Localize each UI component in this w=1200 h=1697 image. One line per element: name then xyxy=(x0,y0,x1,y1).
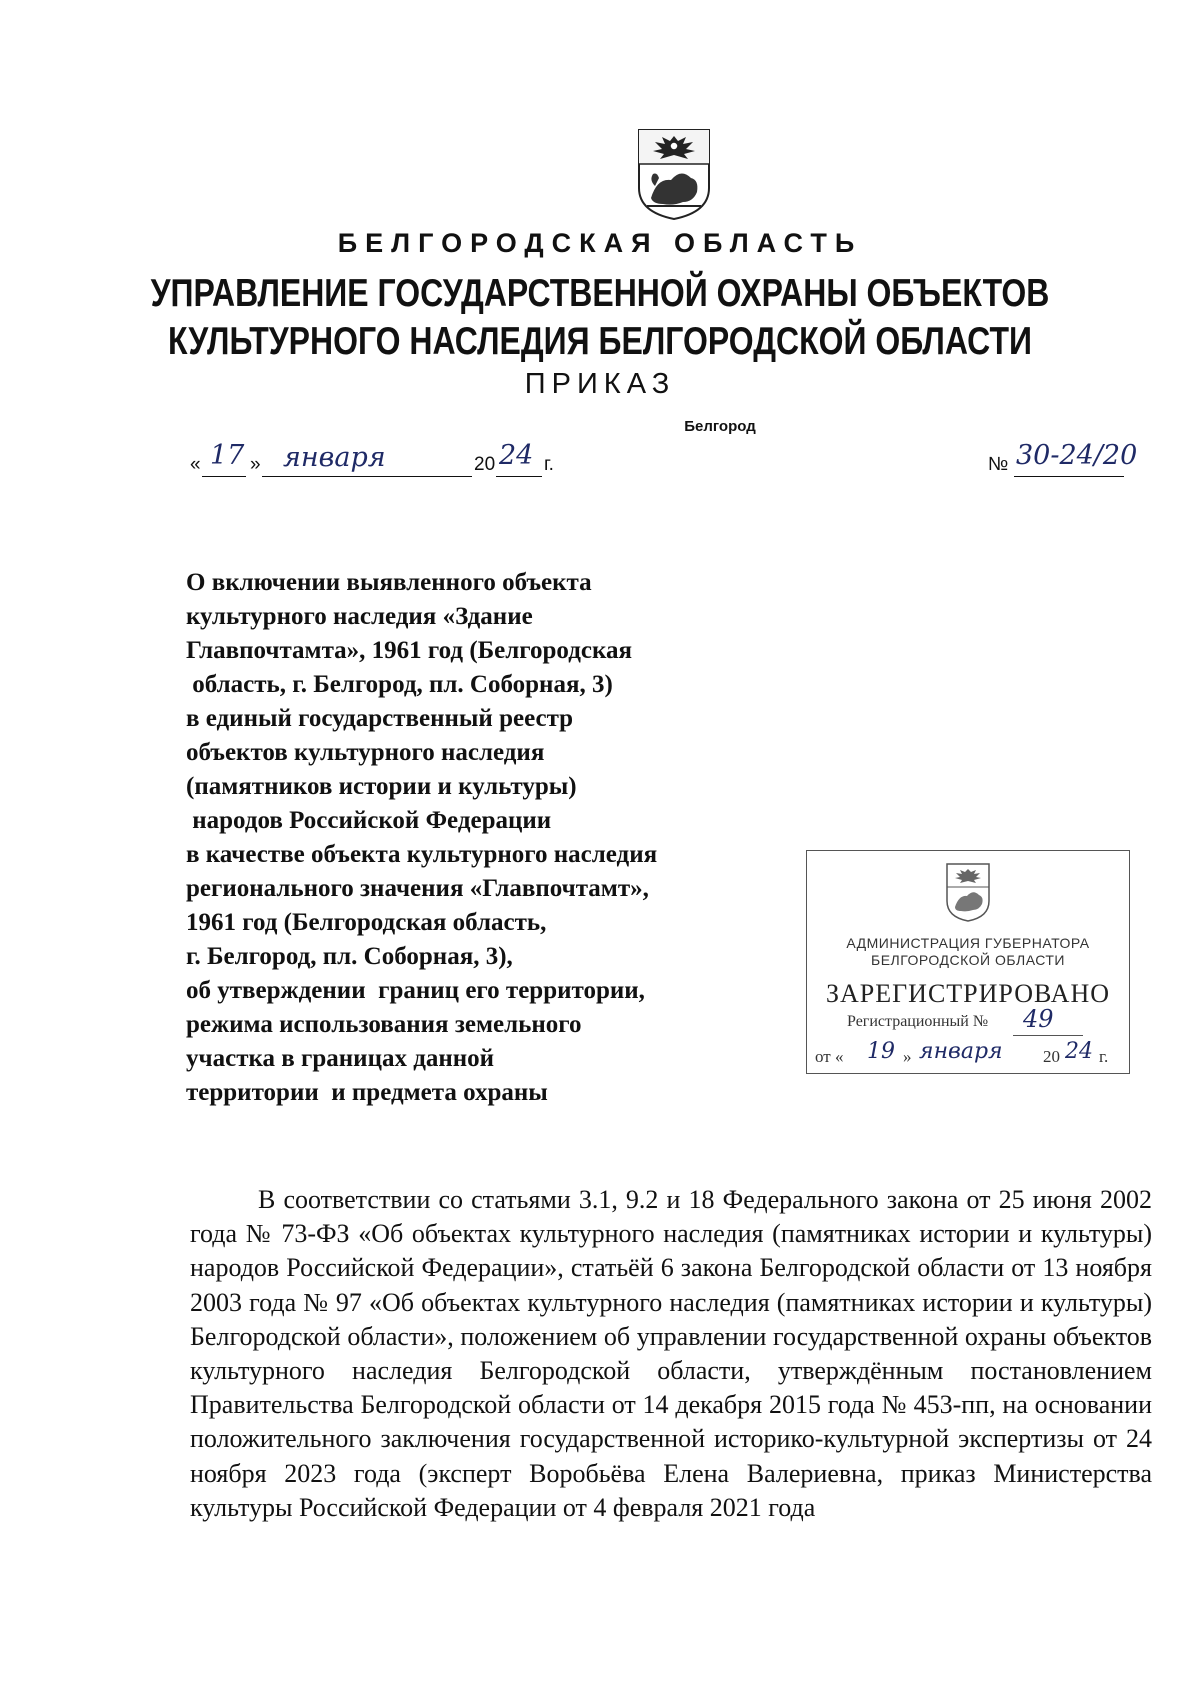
order-body xyxy=(190,1183,1152,1525)
subject-line: О включении выявленного объекта xyxy=(186,569,592,596)
number-sign: № xyxy=(988,454,1009,475)
document-type-heading: ПРИКАЗ xyxy=(524,368,676,400)
order-number-underline xyxy=(1014,476,1124,477)
subject-line: режима использования земельного xyxy=(186,1011,582,1038)
date-month-handwritten: января xyxy=(283,442,386,473)
stamp-date-prefix: от « xyxy=(815,1047,844,1066)
stamp-date xyxy=(815,1041,1135,1071)
coat-of-arms-icon xyxy=(635,126,713,222)
subject-line: участка в границах данной xyxy=(186,1045,495,1072)
subject-line: в качестве объекта культурного наследия xyxy=(186,841,658,868)
subject-line: (памятников истории и культуры) xyxy=(186,773,577,800)
stamp-year-handwritten: 24 xyxy=(1065,1039,1093,1064)
stamp-day-handwritten: 19 xyxy=(867,1039,895,1064)
subject-line: Главпочтамта», 1961 год (Белгородская xyxy=(186,637,633,664)
subject-line: территории и предмета охраны xyxy=(186,1079,548,1106)
subject-line: культурного наследия «Здание xyxy=(186,603,533,630)
subject-line: об утверждении границ его территории, xyxy=(186,977,645,1004)
date-quote-close: » xyxy=(250,454,261,475)
stamp-number-underline xyxy=(1013,1035,1083,1036)
stamp-org-line-1: АДМИНИСТРАЦИЯ ГУБЕРНАТОРА xyxy=(846,935,1090,951)
subject-line: область, г. Белгород, пл. Соборная, 3) xyxy=(186,671,613,698)
subject-line: объектов культурного наследия xyxy=(186,739,545,766)
stamp-number-handwritten: 49 xyxy=(1023,1005,1054,1033)
stamp-year-mark: г. xyxy=(1099,1047,1109,1066)
body-paragraph: В соответствии со статьями 3.1, 9.2 и 18 Федерального закона от 25 июня 2002 года № 73-ФЗ «Об объектах культурного наследия (памятниках истории и культуры) народов Российской Федерации», статьёй 6 закона Белгородской области от 13 ноября 2003 года № 97 «Об объектах культурного наследия (памятниках истории и культуры) Белгородской области», положением об управлении государственной охраны объектов культурного наследия Белгородской области, утверждённым постановлением Правительства Белгородской области от 14 декабря 2015 года № 453-пп, на основании положительного заключения государственной историко-культурной экспертизы от 24 ноября 2023 года (эксперт Воробьёва Елена Валериевна, приказ Министерства культуры Российской Федерации от 4 февраля 2021 года xyxy=(190,1185,1152,1522)
date-year-handwritten: 24 xyxy=(499,440,534,471)
department-title-line-2: КУЛЬТУРНОГО НАСЛЕДИЯ БЕЛГОРОДСКОЙ ОБЛАСТИ xyxy=(168,320,1032,363)
date-year-underline xyxy=(496,476,542,477)
date-year-mark: г. xyxy=(544,454,554,475)
order-number-handwritten: 30-24/20 xyxy=(1016,440,1138,471)
order-subject xyxy=(186,566,746,1110)
order-number xyxy=(988,440,1188,480)
date-year-prefix: 20 xyxy=(474,454,496,475)
registration-stamp xyxy=(806,850,1130,1074)
date-day-handwritten: 17 xyxy=(210,440,245,471)
subject-line: 1961 год (Белгородская область, xyxy=(186,909,547,936)
subject-line: в единый государственный реестр xyxy=(186,705,574,732)
department-title-line-1: УПРАВЛЕНИЕ ГОСУДАРСТВЕННОЙ ОХРАНЫ ОБЪЕКТОВ xyxy=(150,272,1050,315)
subject-line: регионального значения «Главпочтамт», xyxy=(186,875,649,902)
stamp-coat-of-arms-icon xyxy=(944,861,992,923)
stamp-year-prefix: 20 xyxy=(1043,1047,1060,1066)
coat-of-arms-emblem xyxy=(635,126,713,222)
region-heading: БЕЛГОРОДСКАЯ ОБЛАСТЬ xyxy=(337,228,863,258)
stamp-month-handwritten: января xyxy=(919,1039,1003,1064)
subject-line: г. Белгород, пл. Соборная, 3), xyxy=(186,943,513,970)
stamp-org-line-2: БЕЛГОРОДСКОЙ ОБЛАСТИ xyxy=(871,952,1065,968)
stamp-status: ЗАРЕГИСТРИРОВАНО xyxy=(826,979,1110,1008)
order-date xyxy=(190,440,570,480)
subject-line: народов Российской Федерации xyxy=(186,807,552,834)
stamp-number-label: Регистрационный № xyxy=(847,1013,989,1030)
date-day-underline xyxy=(202,476,246,477)
stamp-date-quote-close: » xyxy=(903,1047,912,1066)
date-quote-open: « xyxy=(190,454,201,475)
date-month-underline xyxy=(262,476,472,477)
city-label: Белгород xyxy=(684,418,756,435)
